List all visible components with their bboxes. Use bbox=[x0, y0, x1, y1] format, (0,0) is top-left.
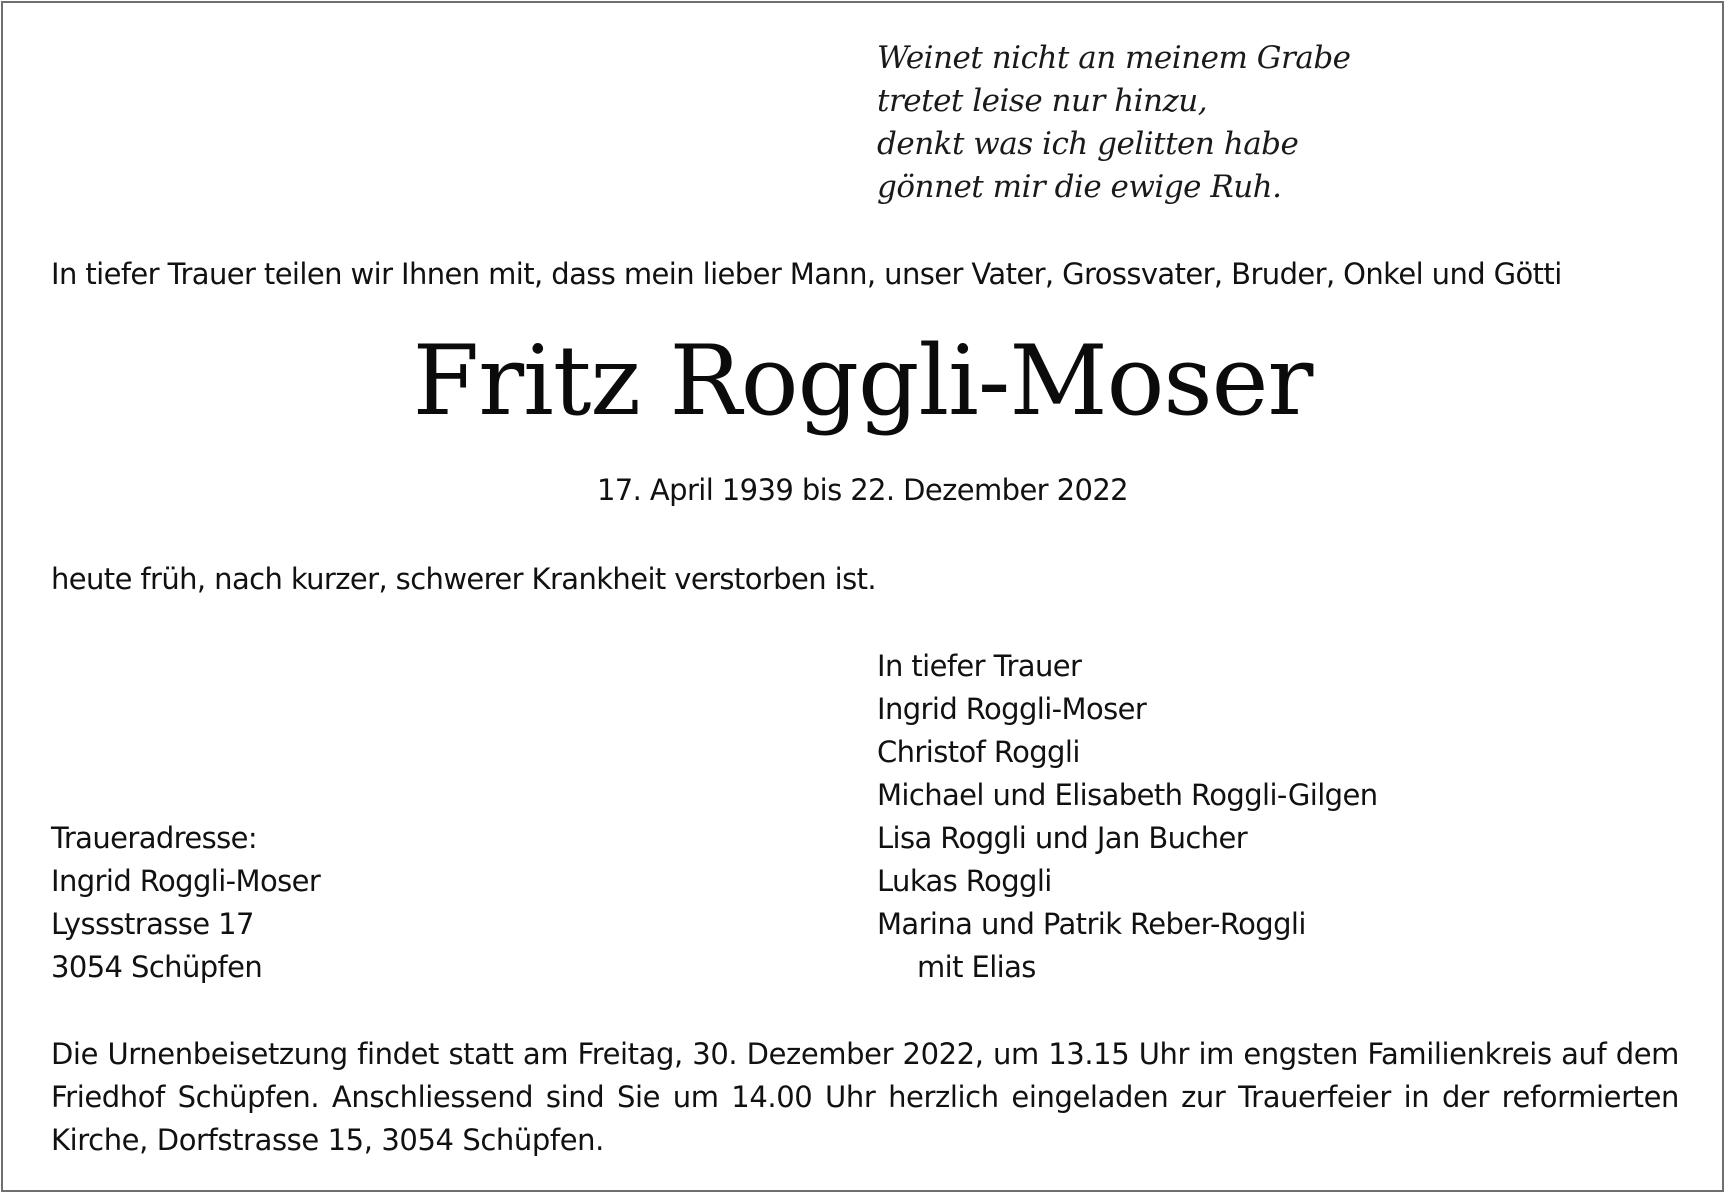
mourner-name: Ingrid Roggli-Moser bbox=[877, 692, 1147, 726]
passed-text: heute früh, nach kurzer, schwerer Krankheit verstorben ist. bbox=[51, 562, 876, 596]
address-line: 3054 Schüpfen bbox=[51, 950, 263, 984]
mourners-heading: In tiefer Trauer bbox=[877, 649, 1082, 683]
poem-line: gönnet mir die ewige Ruh. bbox=[877, 169, 1282, 205]
mourner-name: Christof Roggli bbox=[877, 735, 1080, 769]
address-line: Lyssstrasse 17 bbox=[51, 907, 254, 941]
mourner-sub-entry: mit Elias bbox=[917, 950, 1036, 984]
poem-line: denkt was ich gelitten habe bbox=[877, 126, 1299, 162]
life-dates: 17. April 1939 bis 22. Dezember 2022 bbox=[596, 473, 1129, 507]
obituary-notice bbox=[1, 1, 1724, 1192]
mourner-name: Lukas Roggli bbox=[877, 864, 1052, 898]
address-line: Ingrid Roggli-Moser bbox=[51, 864, 321, 898]
poem-line: Weinet nicht an meinem Grabe bbox=[877, 40, 1351, 76]
mourner-name: Marina und Patrik Reber-Roggli bbox=[877, 907, 1306, 941]
ceremony-text: Die Urnenbeisetzung findet statt am Freitag, 30. Dezember 2022, um 13.15 Uhr im engsten Familienkreis auf dem Friedhof Schüpfen. Anschliessend sind Sie um 14.00 Uhr herzlich eingeladen zur Trauerfeier in der reformierten Kirche, Dorfstrasse 15, 3054 Schüpfen. bbox=[51, 1037, 1679, 1157]
deceased-name: Fritz Roggli-Moser bbox=[412, 325, 1313, 437]
mourners-list bbox=[877, 645, 1377, 989]
poem bbox=[877, 37, 1351, 209]
mourner-name: Lisa Roggli und Jan Bucher bbox=[877, 821, 1248, 855]
poem-line: tretet leise nur hinzu, bbox=[877, 83, 1208, 119]
mourner-name: Michael und Elisabeth Roggli-Gilgen bbox=[877, 778, 1378, 812]
address-label: Traueradresse: bbox=[51, 821, 258, 855]
intro-text: In tiefer Trauer teilen wir Ihnen mit, dass mein lieber Mann, unser Vater, Grossvater, Bruder, Onkel und Götti bbox=[51, 257, 1562, 291]
mourning-address bbox=[51, 817, 320, 989]
